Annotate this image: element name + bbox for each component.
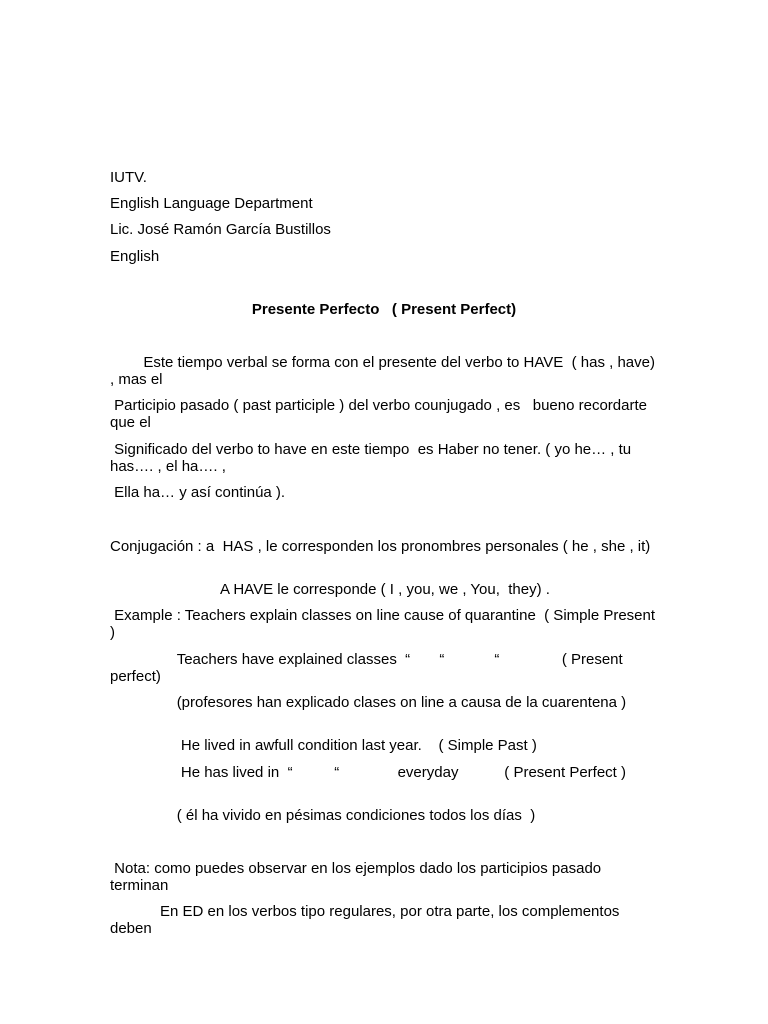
conjugation-have-line: A HAVE le corresponde ( I , you, we , You, they) . [220,581,550,598]
note-paragraph-2: En ED en los verbos tipo regulares, por otra parte, los complementos deben [110,903,624,937]
example-simple-past: He lived in awfull condition last year. ( Simple Past ) [110,737,537,754]
intro-paragraph-4: Ella ha… y así continúa ). [110,484,286,501]
teacher-line: Lic. José Ramón García Bustillos [110,221,331,238]
intro-paragraph-1: Este tiempo verbal se forma con el presente del verbo to HAVE ( has , have) , mas el [110,354,660,388]
department-line: English Language Department [110,195,313,212]
document-title: Presente Perfecto ( Present Perfect) [251,301,517,318]
example-present-perfect-2: He has lived in “ “ everyday ( Present Perfect ) [110,764,627,781]
institution-line: IUTV. [110,169,147,186]
example-translation-1: (profesores han explicado clases on line a causa de la cuarentena ) [110,694,627,711]
conjugation-paragraph: Conjugación : a HAS , le corresponden los pronombres personales ( he , she , it) [110,538,651,555]
example-simple-present: Example : Teachers explain classes on line cause of quarantine ( Simple Present ) [110,607,660,641]
intro-paragraph-3: Significado del verbo to have en este tiempo es Haber no tener. ( yo he… , tu has…. , el ha…. , [110,441,636,475]
example-translation-2: ( él ha vivido en pésimas condiciones todos los días ) [110,807,536,824]
note-paragraph-1: Nota: como puedes observar en los ejemplos dado los participios pasado terminan [110,860,606,894]
example-present-perfect: Teachers have explained classes “ “ “ ( Present perfect) [110,651,627,685]
intro-paragraph-2: Participio pasado ( past participle ) del verbo counjugado , es bueno recordarte que el [110,397,664,431]
subject-line: English [110,248,160,265]
